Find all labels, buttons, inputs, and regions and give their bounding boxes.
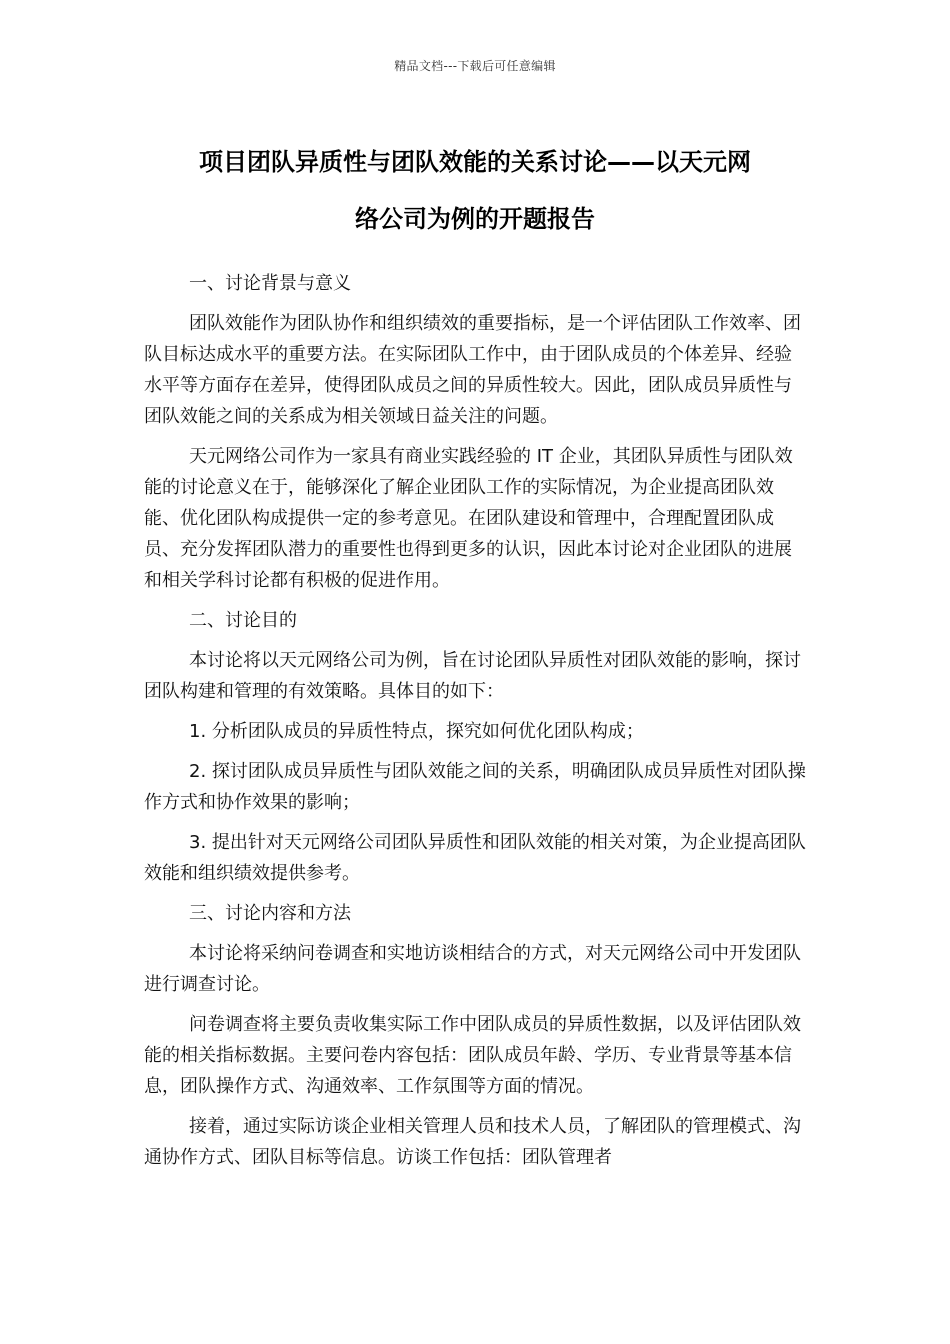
document-title	[140, 134, 810, 248]
paragraph: 问卷调查将主要负责收集实际工作中团队成员的异质性数据，以及评估团队效能的相关指标数据。主要问卷内容包括：团队成员年龄、学历、专业背景等基本信息，团队操作方式、沟通效率、工作氛围等方面的情况。	[144, 1014, 801, 1097]
paragraph: 天元网络公司作为一家具有商业实践经验的 IT 企业，其团队异质性与团队效能的讨论意义在于，能够深化了解企业团队工作的实际情况，为企业提高团队效能、优化团队构成提供一定的参考意见。在团队建设和管理中，合理配置团队成员、充分发挥团队潜力的重要性也得到更多的认识，因此本讨论对企业团队的进展和相关学科讨论都有积极的促进作用。	[144, 446, 793, 591]
paragraph: 本讨论将以天元网络公司为例，旨在讨论团队异质性对团队效能的影响，探讨团队构建和管理的有效策略。具体目的如下：	[144, 650, 801, 702]
title-line-1: 项目团队异质性与团队效能的关系讨论——以天元网	[199, 148, 751, 176]
list-item: 2. 探讨团队成员异质性与团队效能之间的关系，明确团队成员异质性对团队操作方式和协作效果的影响；	[144, 761, 806, 813]
section-heading: 三、讨论内容和方法	[189, 903, 351, 924]
paragraph: 本讨论将采纳问卷调查和实地访谈相结合的方式，对天元网络公司中开发团队进行调查讨论。	[144, 943, 801, 995]
list-item: 3. 提出针对天元网络公司团队异质性和团队效能的相关对策，为企业提高团队效能和组织绩效提供参考。	[144, 832, 806, 884]
document-body	[144, 268, 808, 1182]
title-line-2: 络公司为例的开题报告	[355, 205, 595, 233]
list-item: 1. 分析团队成员的异质性特点，探究如何优化团队构成；	[189, 721, 644, 742]
page-header: 精品文档---下载后可任意编辑	[394, 59, 556, 73]
section-heading: 一、讨论背景与意义	[189, 273, 351, 294]
paragraph: 接着，通过实际访谈企业相关管理人员和技术人员，了解团队的管理模式、沟通协作方式、团队目标等信息。访谈工作包括：团队管理者	[144, 1116, 801, 1168]
section-heading: 二、讨论目的	[189, 610, 297, 631]
paragraph: 团队效能作为团队协作和组织绩效的重要指标，是一个评估团队工作效率、团队目标达成水平的重要方法。在实际团队工作中，由于团队成员的个体差异、经验水平等方面存在差异，使得团队成员之间的异质性较大。因此，团队成员异质性与团队效能之间的关系成为相关领域日益关注的问题。	[144, 313, 801, 427]
